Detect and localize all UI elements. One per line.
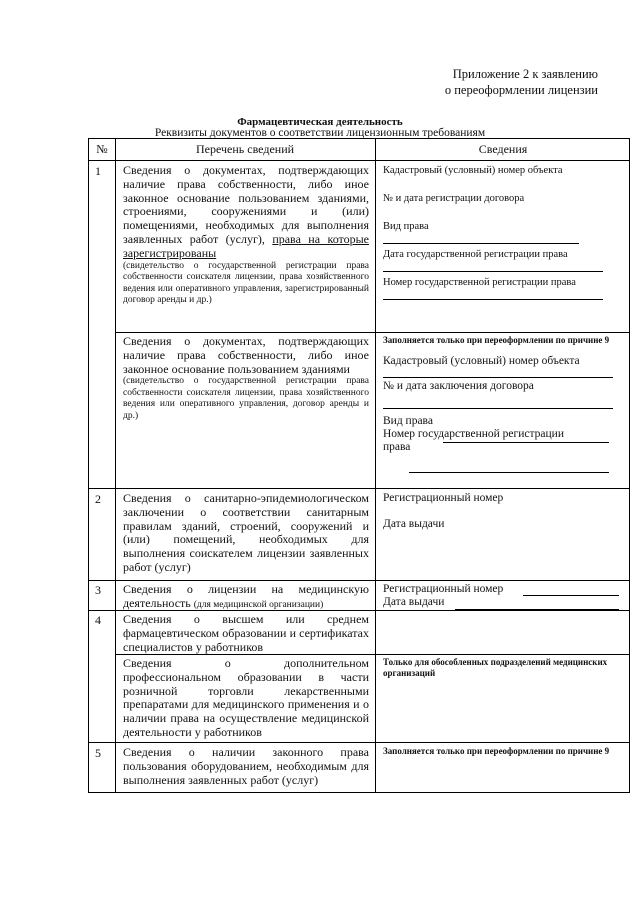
row-3-number: 3 [95,583,101,597]
row-3-note: (для медицинской организации) [193,599,324,610]
header-num: № [96,142,108,156]
row-1a-field-contract: № и дата регистрации договора [383,193,525,204]
row-5-condition: Заполняется только при переоформлении по причине 9 [383,746,610,756]
row-1a-field-reg-number: Номер государственной регистрации права [383,277,576,288]
row-1b-reg-line [409,472,609,473]
row-5-info [383,746,623,757]
document-title: Фармацевтическая деятельность [237,116,403,128]
header-info: Сведения [478,142,528,156]
row-1b-note: (свидетельство о государственной регистрации права собственности соискателя лицензии, права хозяйственного ведения или оперативного управления, договор аренды и др.) [123,376,369,421]
row-2-info [383,492,623,531]
row-2-field-reg-number: Регистрационный номер [383,492,504,504]
row-1a-text: Сведения о документах, подтверждающих наличие права собственности, либо иное законное основание пользованием зданиями, строениями, сооружениями и (или) помещениями, необходимых для выполнения заявленных работ (услуг), [123,163,369,246]
row-2-number: 2 [95,492,101,506]
row-1a-text-underlined: права на которые зарегистрированы [123,231,370,260]
row-1a-description [123,164,369,307]
row-3-info [383,583,623,609]
row-4-number: 4 [95,613,101,627]
row-3-date-line [455,609,619,610]
row-1b-description [123,335,369,422]
row-1a-field-reg-date: Дата государственной регистрации права [383,249,568,260]
row-3-reg-line [523,595,619,596]
appendix-line-2: о переоформлении лицензии [444,83,598,97]
row-1b-right-type-line [443,442,609,443]
row-3-text: Сведения о лицензии на медицинскую деятельность [123,582,369,610]
col-divider-num [115,139,116,792]
row-2-description: Сведения о санитарно-эпидемиологическом заключении о соответствии санитарным правилам зданий, строений, сооружений и (или) помещений, необходимых для выполнения соискателем лицензии заявленных работ (услуг) [123,491,369,574]
row-1-number: 1 [95,164,101,178]
row-1a-line-1 [383,243,579,244]
document-subtitle: Реквизиты документов о соответствии лицензионным требованиям [154,127,486,139]
row-3-field-reg-number: Регистрационный номер [383,583,504,595]
row-1b-info [383,335,623,454]
row-1b-field-right-type: Вид права [383,415,433,427]
row-3-field-issue-date: Дата выдачи [383,596,445,608]
row-4b-info [383,657,623,679]
row-1a-note: (свидетельство о государственной регистрации права собственности соискателя лицензии, права хозяйственного ведения или оперативного управления, зарегистрированный договор аренды и др.) [123,260,369,306]
row-divider-5 [89,742,629,743]
row-1b-text: Сведения о документах, подтверждающих наличие права собственности, либо иное законное основание пользованием зданиями [123,334,369,376]
row-1a-line-2 [383,271,603,272]
row-3-description [123,583,369,613]
appendix-line-1: Приложение 2 к заявлению [452,67,598,81]
header-list: Перечень сведений [195,142,295,156]
row-4a-description: Сведения о высшем или среднем фармацевтическом образовании и сертификатах специалистов у работников [123,612,369,654]
row-1b-condition: Заполняется только при переоформлении по причине 9 [383,335,610,345]
row-1b-line-1 [383,377,613,378]
subrow-divider-1 [115,332,629,333]
row-1b-field-reg-number: Номер государственной регистрации [383,428,564,440]
row-1a-info [383,164,623,300]
row-divider-3 [89,580,629,581]
row-4b-condition: Только для обособленных подразделений медицинских организаций [383,657,608,678]
row-1b-field-reg-number-cont: права [383,441,411,453]
row-2-field-issue-date: Дата выдачи [383,518,445,530]
row-1b-field-cadastral: Кадастровый (условный) номер объекта [383,355,580,367]
row-1a-field-cadastral: Кадастровый (условный) номер объекта [383,165,563,176]
row-5-description: Сведения о наличии законного права пользования оборудованием, необходимым для выполнения заявленных работ (услуг) [123,745,369,787]
row-1a-field-right-type: Вид права [383,221,429,232]
row-1b-field-contract: № и дата заключения договора [383,380,534,392]
row-5-number: 5 [95,746,101,760]
row-divider-2 [89,488,629,489]
requisites-table [88,138,630,793]
header-divider [89,160,629,161]
row-4b-description: Сведения о дополнительном профессиональном образовании в части розничной торговли лекарственными препаратами для медицинского применения и о наличии права на осуществление медицинской деятельности у работников [123,656,369,739]
appendix-header [445,66,598,98]
row-1a-line-3 [383,299,603,300]
row-1b-line-2 [383,408,613,409]
col-divider-info [375,139,376,792]
